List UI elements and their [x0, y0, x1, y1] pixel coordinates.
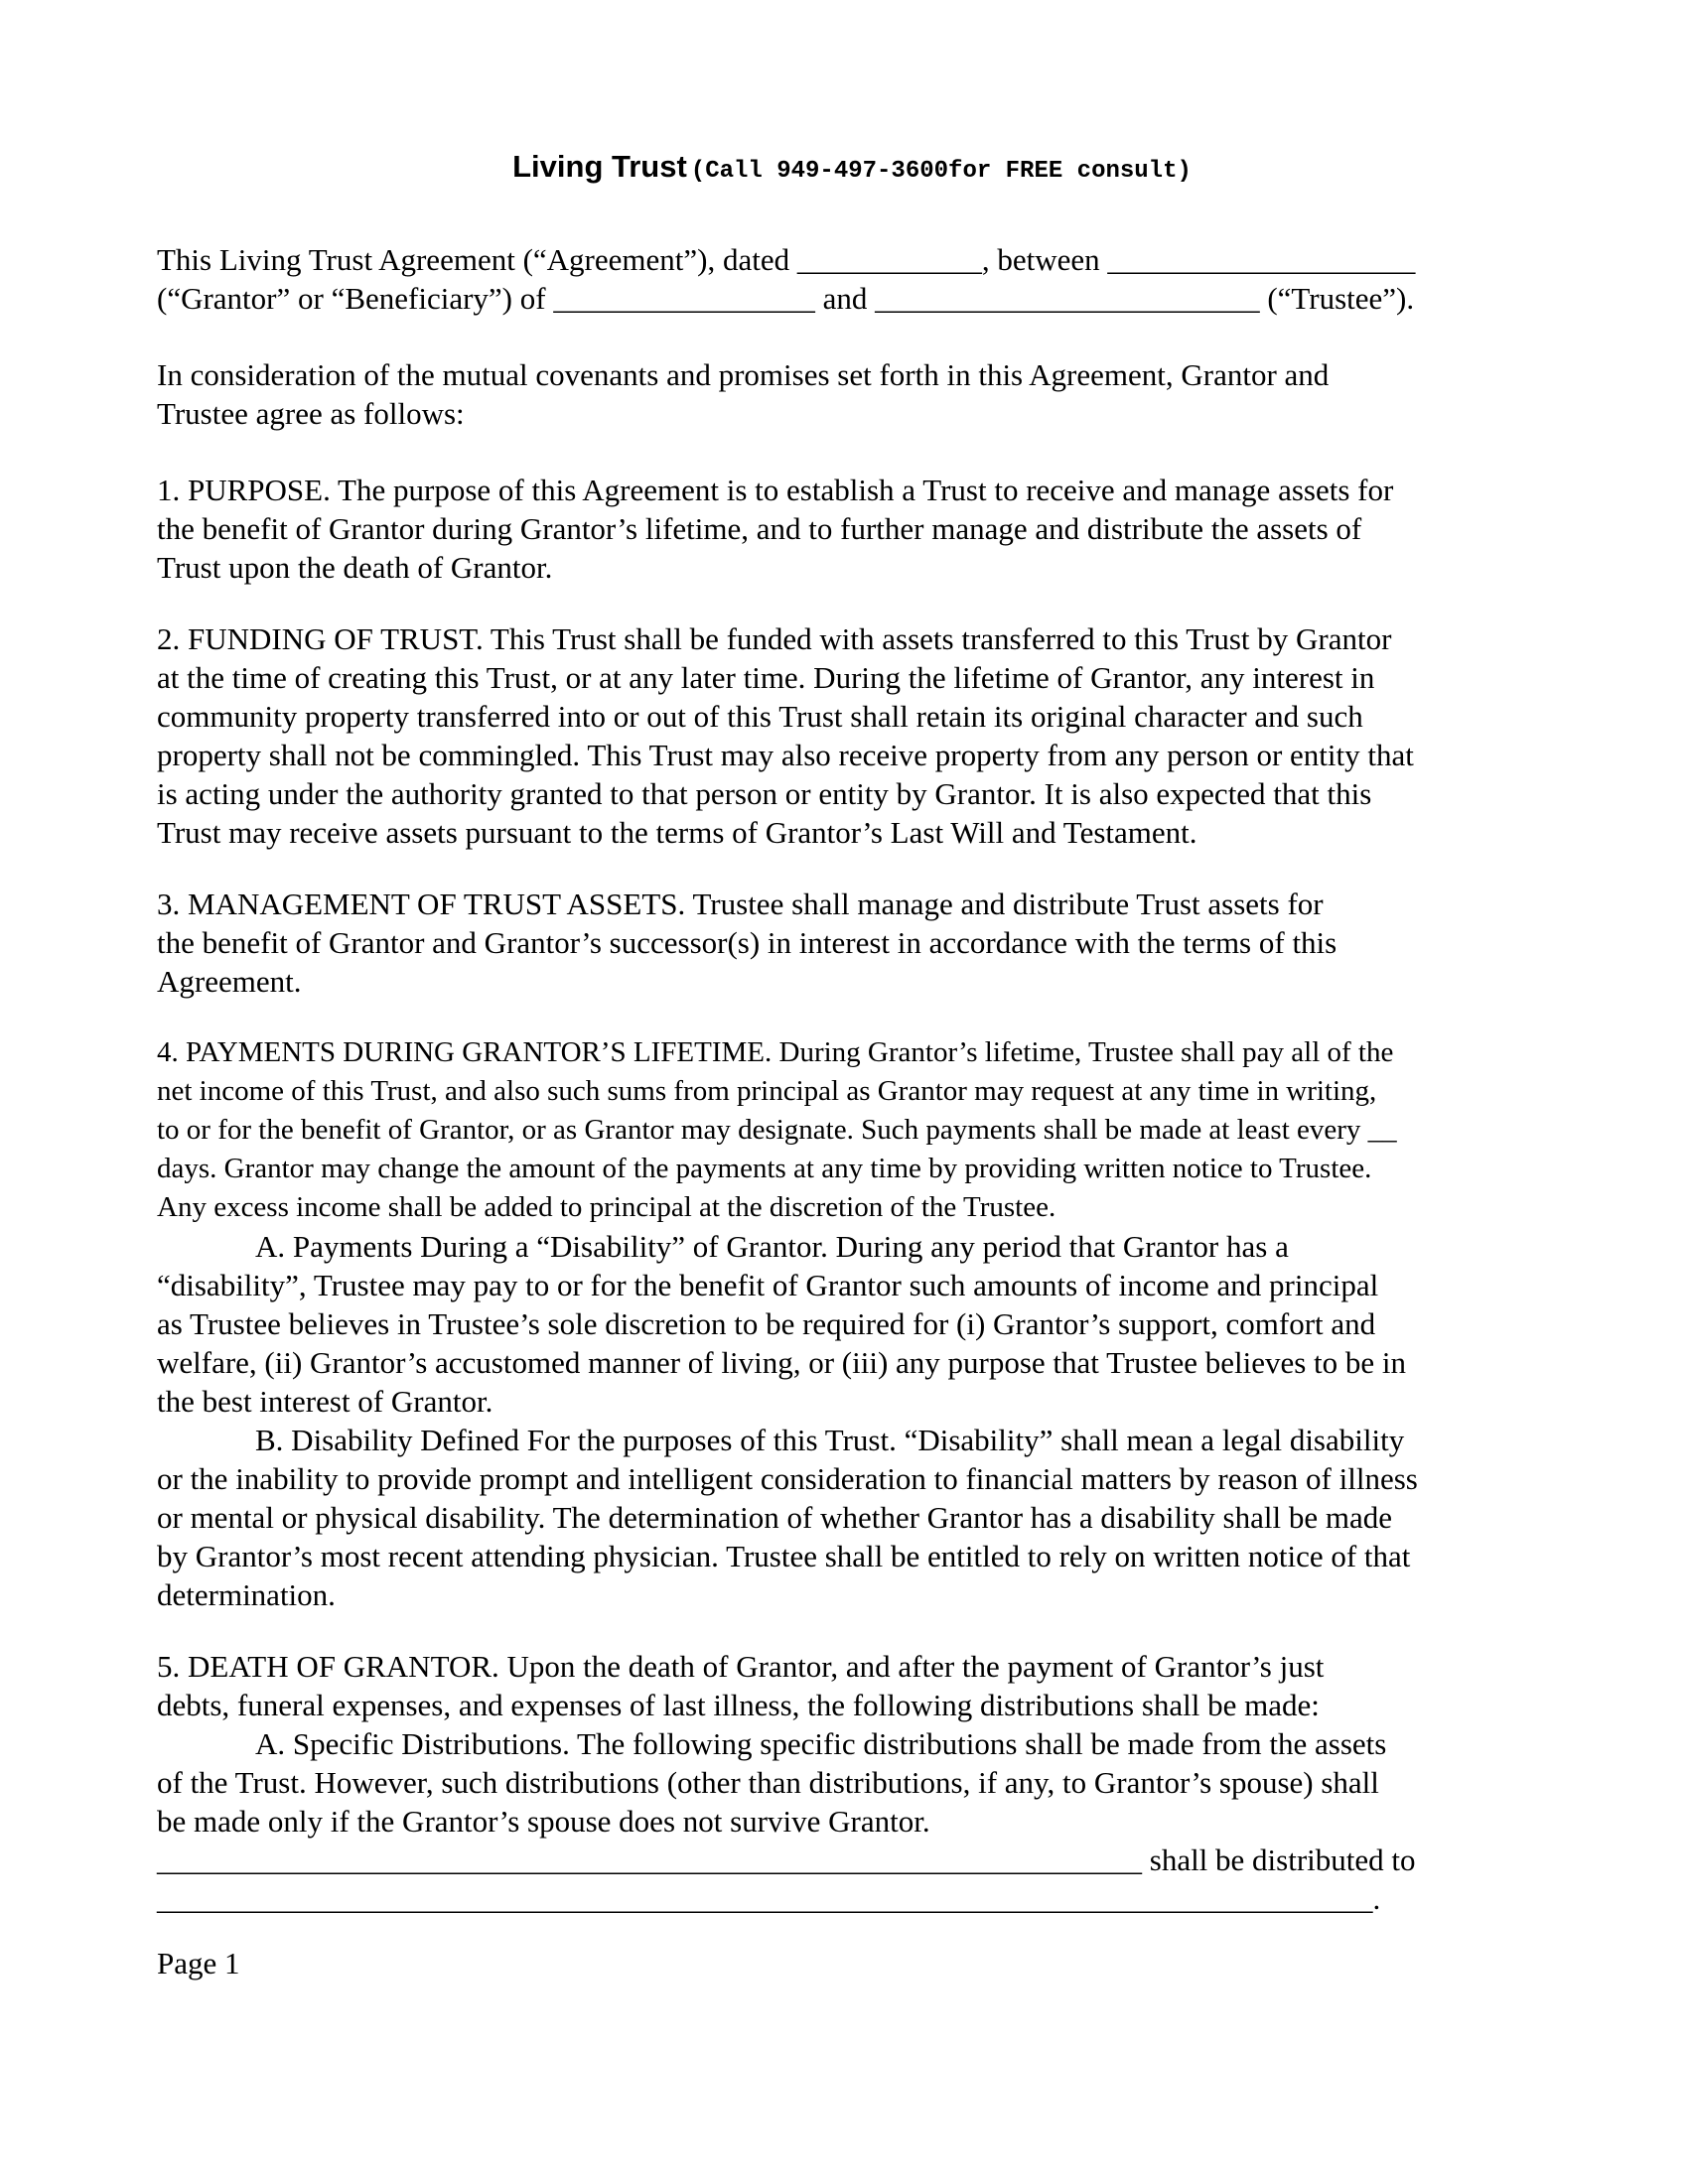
section-2-line: is acting under the authority granted to that person or entity by Grantor. It is also expected that this	[157, 776, 1372, 811]
section-5-line: debts, funeral expenses, and expenses of last illness, the following distributions shall be made:	[157, 1688, 1320, 1722]
section-2-line: property shall not be commingled. This Trust may also receive property from any person or entity that	[157, 738, 1414, 772]
section-4a-line: “disability”, Trustee may pay to or for the benefit of Grantor such amounts of income and principal	[157, 1268, 1379, 1302]
intro-line: This Living Trust Agreement (“Agreement”), dated ____________, between ____________________	[157, 242, 1416, 277]
consideration-paragraph	[157, 355, 1547, 433]
section-2-funding	[157, 619, 1547, 852]
section-1-line: 1. PURPOSE. The purpose of this Agreement is to establish a Trust to receive and manage assets for	[157, 473, 1394, 507]
section-4-line: 4. PAYMENTS DURING GRANTOR’S LIFETIME. During Grantor’s lifetime, Trustee shall pay all of the	[157, 1036, 1394, 1068]
consideration-line: In consideration of the mutual covenants and promises set forth in this Agreement, Grantor and	[157, 357, 1330, 392]
section-3-management	[157, 885, 1547, 1001]
title-main: Living Trust	[512, 149, 687, 184]
section-2-line: at the time of creating this Trust, or at any later time. During the lifetime of Grantor, any interest in	[157, 660, 1375, 695]
section-4b-line: or mental or physical disability. The determination of whether Grantor has a disability shall be made	[157, 1500, 1392, 1535]
section-5a-specific-distributions	[157, 1724, 1547, 1841]
section-5a-line: of the Trust. However, such distributions (other than distributions, if any, to Grantor’s spouse) shall	[157, 1765, 1379, 1800]
section-1-line: the benefit of Grantor during Grantor’s lifetime, and to further manage and distribute the assets of	[157, 511, 1362, 546]
section-4b-line: B. Disability Defined For the purposes of this Trust. “Disability” shall mean a legal disability	[255, 1423, 1405, 1457]
distribution-blank-lines	[157, 1841, 1547, 1918]
section-5-death-of-grantor	[157, 1647, 1547, 1918]
section-3-line: Agreement.	[157, 964, 302, 999]
section-1-purpose	[157, 471, 1547, 587]
section-5-line: 5. DEATH OF GRANTOR. Upon the death of Grantor, and after the payment of Grantor’s just	[157, 1649, 1325, 1684]
distribution-line: ________________________________________________________________ shall be distributed to	[157, 1843, 1416, 1877]
section-3-line: the benefit of Grantor and Grantor’s successor(s) in interest in accordance with the terms of this	[157, 925, 1337, 960]
section-2-line: 2. FUNDING OF TRUST. This Trust shall be funded with assets transferred to this Trust by Grantor	[157, 621, 1392, 656]
section-4b-line: or the inability to provide prompt and intelligent consideration to financial matters by reason of illness	[157, 1461, 1418, 1496]
intro-paragraph	[157, 240, 1547, 318]
section-2-line: community property transferred into or out of this Trust shall retain its original character and such	[157, 699, 1363, 734]
section-4b-disability-defined	[157, 1421, 1547, 1614]
consideration-line: Trustee agree as follows:	[157, 396, 465, 431]
section-5a-line: be made only if the Grantor’s spouse does not survive Grantor.	[157, 1804, 930, 1839]
page-number: Page 1	[157, 1946, 240, 1980]
section-4a-disability-payments	[157, 1227, 1547, 1421]
section-5a-line: A. Specific Distributions. The following specific distributions shall be made from the assets	[255, 1726, 1387, 1761]
section-4-line: days. Grantor may change the amount of the payments at any time by providing written notice to Trustee.	[157, 1153, 1372, 1184]
section-4a-line: the best interest of Grantor.	[157, 1384, 493, 1419]
section-4a-line: A. Payments During a “Disability” of Grantor. During any period that Grantor has a	[255, 1229, 1289, 1264]
intro-line: (“Grantor” or “Beneficiary”) of _________________ and _________________________ (“Trustee”).	[157, 281, 1415, 316]
section-4-line: Any excess income shall be added to principal at the discretion of the Trustee.	[157, 1191, 1056, 1223]
section-5a-first-line	[157, 1724, 1547, 1763]
section-1-line: Trust upon the death of Grantor.	[157, 550, 553, 585]
section-3-line: 3. MANAGEMENT OF TRUST ASSETS. Trustee shall manage and distribute Trust assets for	[157, 887, 1324, 921]
section-4a-line: welfare, (ii) Grantor’s accustomed manner of living, or (iii) any purpose that Trustee believes to be in	[157, 1345, 1407, 1380]
section-4a-first-line	[157, 1227, 1547, 1266]
section-4a-line: as Trustee believes in Trustee’s sole discretion to be required for (i) Grantor’s support, comfort and	[157, 1306, 1376, 1341]
section-4-line: to or for the benefit of Grantor, or as Grantor may designate. Such payments shall be made at least every __	[157, 1114, 1397, 1146]
document-title	[157, 149, 1547, 185]
section-4-line: net income of this Trust, and also such sums from principal as Grantor may request at any time in writing,	[157, 1075, 1377, 1107]
document-page	[157, 149, 1547, 1918]
distribution-line: _______________________________________________________________________________.	[157, 1881, 1381, 1916]
section-4b-line: determination.	[157, 1577, 336, 1612]
section-4b-first-line	[157, 1421, 1547, 1459]
section-2-line: Trust may receive assets pursuant to the terms of Grantor’s Last Will and Testament.	[157, 815, 1197, 850]
title-consult-note: (Call 949-497-3600for FREE consult)	[690, 158, 1192, 185]
section-4-payments	[157, 1033, 1547, 1614]
section-4b-line: by Grantor’s most recent attending physician. Trustee shall be entitled to rely on written notice of that	[157, 1539, 1411, 1573]
